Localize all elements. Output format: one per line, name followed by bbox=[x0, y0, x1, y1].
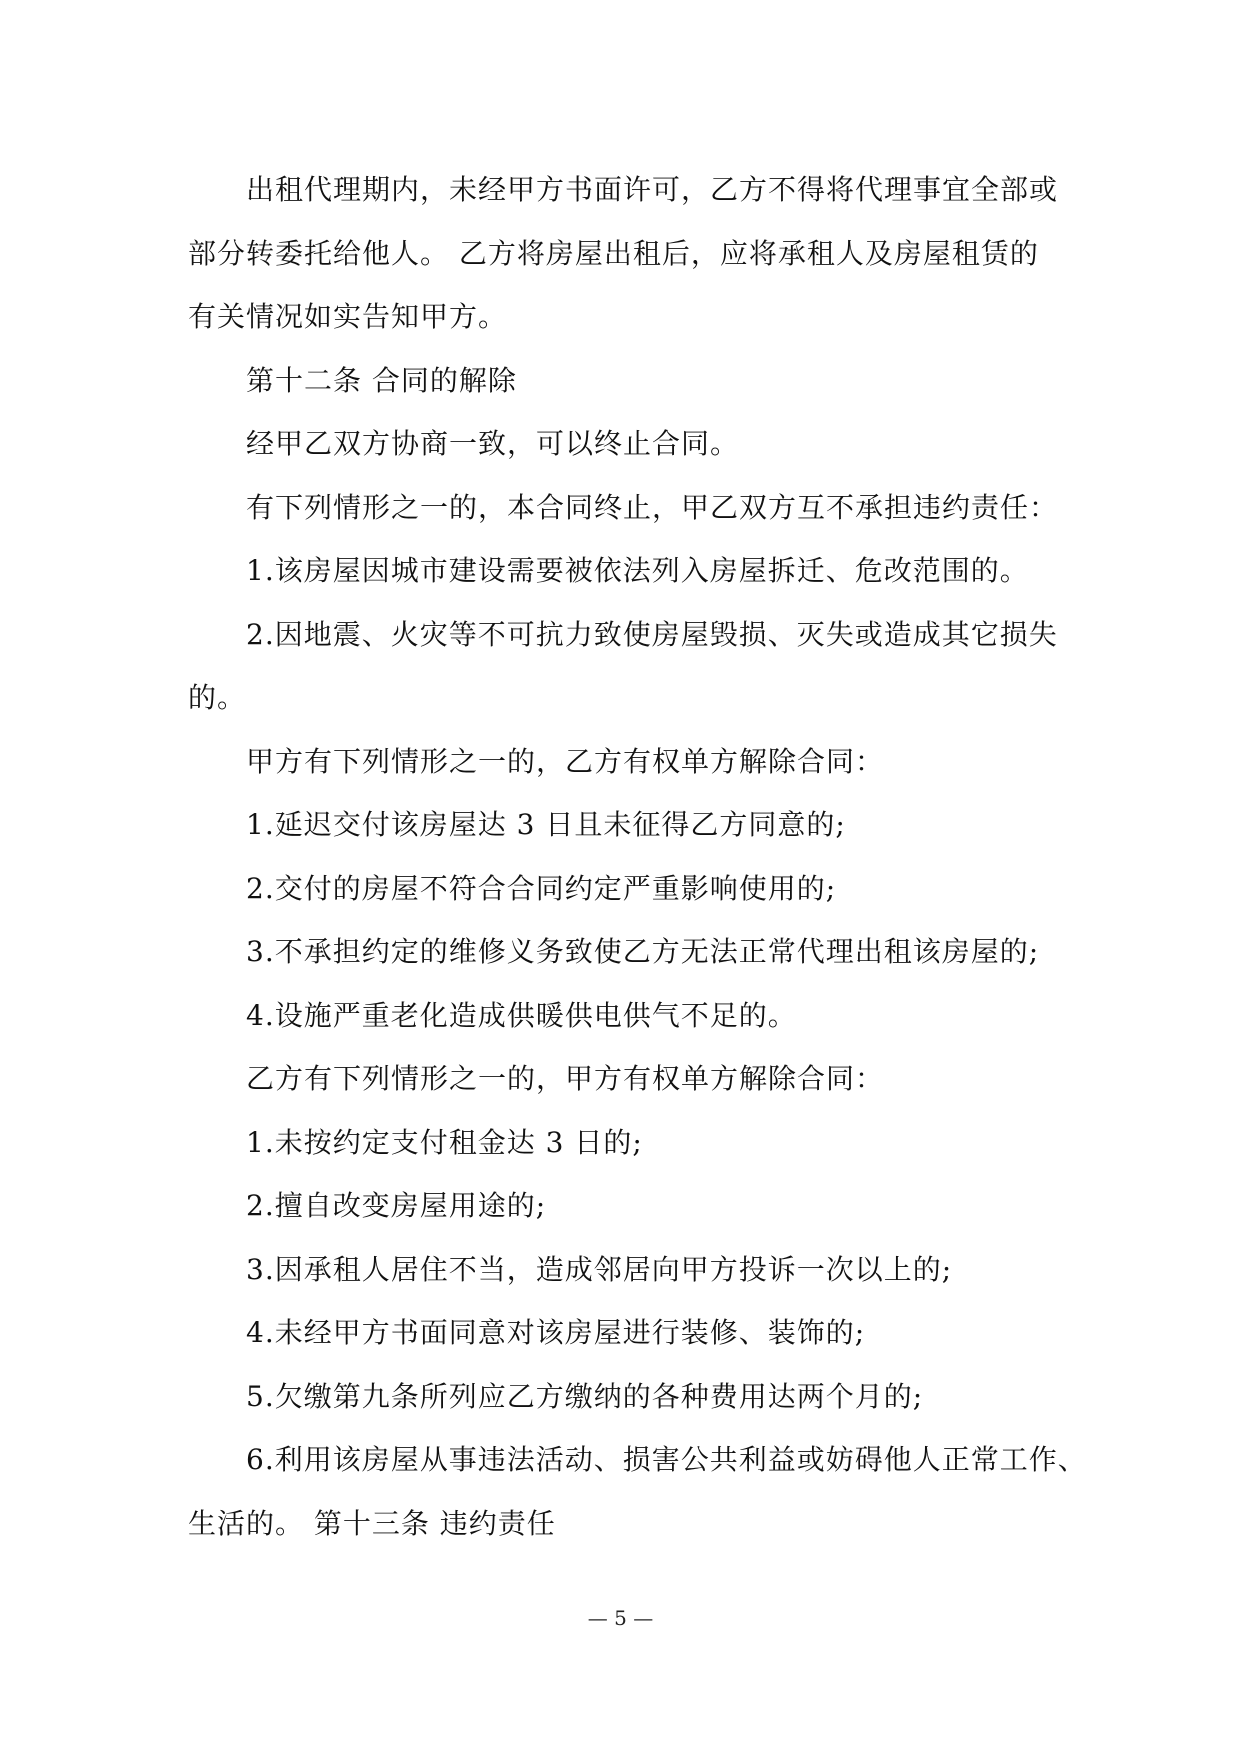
text-line: 2.因地震、火灾等不可抗力致使房屋毁损、灭失或造成其它损失 bbox=[246, 617, 1058, 651]
text-line: 部分转委托给他人。 乙方将房屋出租后，应将承租人及房屋租赁的 bbox=[188, 236, 1039, 270]
text-line: 6.利用该房屋从事违法活动、损害公共利益或妨碍他人正常工作、 bbox=[246, 1443, 1087, 1476]
text-line: 的。 bbox=[188, 681, 247, 714]
text-line: 经甲乙双方协商一致，可以终止合同。 bbox=[246, 427, 740, 460]
text-line: 1.该房屋因城市建设需要被依法列入房屋拆迁、危改范围的。 bbox=[246, 554, 1029, 587]
text-line: 1.延迟交付该房屋达 3 日且未征得乙方同意的; bbox=[246, 808, 846, 841]
text-line: 1.未按约定支付租金达 3 日的; bbox=[246, 1125, 643, 1159]
text-line: 有下列情形之一的，本合同终止，甲乙双方互不承担违约责任： bbox=[246, 490, 1059, 524]
text-line: 生活的。 第十三条 违约责任 bbox=[188, 1506, 556, 1540]
text-line: 4.设施严重老化造成供暖供电供气不足的。 bbox=[246, 998, 797, 1032]
document-body bbox=[188, 158, 1087, 1555]
text-line: 出租代理期内，未经甲方书面许可，乙方不得将代理事宜全部或 bbox=[246, 173, 1059, 206]
text-line: 有关情况如实告知甲方。 bbox=[188, 300, 508, 333]
text-line: 2.擅自改变房屋用途的; bbox=[246, 1189, 547, 1222]
text-line: 4.未经甲方书面同意对该房屋进行装修、装饰的; bbox=[246, 1316, 866, 1349]
text-line: 2.交付的房屋不符合合同约定严重影响使用的; bbox=[246, 871, 837, 905]
text-line: 5.欠缴第九条所列应乙方缴纳的各种费用达两个月的; bbox=[246, 1379, 924, 1413]
text-line: 3.因承租人居住不当，造成邻居向甲方投诉一次以上的; bbox=[246, 1252, 953, 1286]
text-line: 乙方有下列情形之一的，甲方有权单方解除合同： bbox=[246, 1062, 885, 1095]
text-line: 3.不承担约定的维修义务致使乙方无法正常代理出租该房屋的; bbox=[246, 935, 1040, 968]
text-line: 甲方有下列情形之一的，乙方有权单方解除合同： bbox=[246, 744, 885, 778]
page-number: — 5 — bbox=[587, 1606, 654, 1630]
text-line: 第十二条 合同的解除 bbox=[246, 363, 517, 397]
